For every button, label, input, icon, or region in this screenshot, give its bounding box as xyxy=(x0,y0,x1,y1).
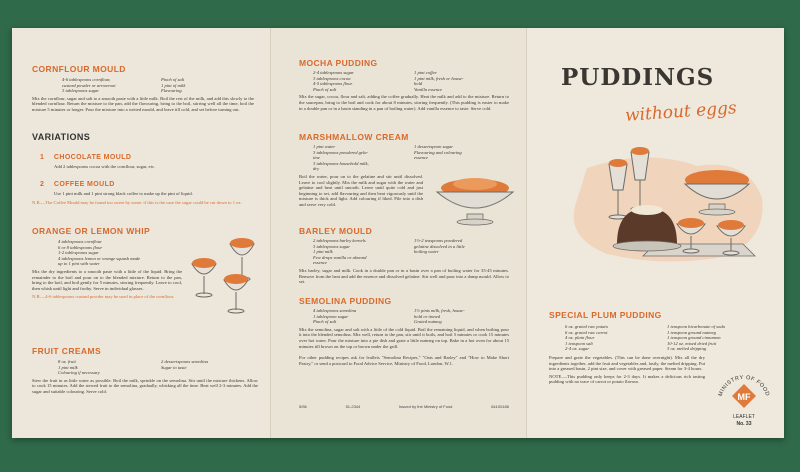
fruit-creams-title: FRUIT CREAMS xyxy=(32,346,102,356)
ingredient: 1 pint coffee xyxy=(414,70,437,75)
leaflet xyxy=(12,28,784,438)
ingredient: Pinch of salt xyxy=(313,86,337,92)
ministry-of-food-seal xyxy=(713,368,775,430)
imprint-number: 64100186 xyxy=(491,404,509,409)
fruit-ing-right xyxy=(161,359,258,376)
barley-section xyxy=(299,226,509,285)
variations-title: VARIATIONS xyxy=(32,132,91,142)
ingredient: 2 dessertspoons semolina xyxy=(161,359,208,364)
fruit-creams-section xyxy=(32,346,258,395)
seal-letters: MF xyxy=(737,392,751,402)
variation-title: COFFEE MOULD xyxy=(53,180,115,188)
orange-whip-title: ORANGE OR LEMON WHIP xyxy=(32,226,151,236)
ingredient: Colouring if necessary xyxy=(58,370,100,376)
cornflour-method: Mix the cornflour, sugar and salt to a smooth paste with a little milk. Boil the rest of the milk, and add this slowly to the blended cornflour. Return the mixture to the pan, add the flavouring, bring to the boil, stirring well all the time, boil the mixture 5 minutes or longer. Pour the mixture into a wetted mould, and leave till cold, and set before turning out. xyxy=(32,95,254,112)
marshmallow-ing-left xyxy=(313,144,408,172)
variation-chocolate xyxy=(40,146,254,170)
ingredient: Vanilla essence xyxy=(414,86,443,92)
ingredient: 1 tablespoon sugar xyxy=(313,313,349,319)
imprint-issuer: Issued by the Ministry of Food xyxy=(399,404,453,409)
ingredient: 1 pint of milk xyxy=(161,82,186,88)
ingredient: 4 tablespoons cornflour xyxy=(58,239,102,244)
ingredient: essence xyxy=(313,260,328,266)
ingredient: 3 tablespoons sugar xyxy=(313,243,351,249)
semolina-ing-left xyxy=(313,308,408,325)
ingredient: hold or tinned xyxy=(414,313,441,319)
mocha-section xyxy=(299,58,509,111)
variation-title: CHOCOLATE MOULD xyxy=(53,154,132,161)
leaflet-number: No. 33 xyxy=(736,421,752,427)
cover-panel xyxy=(526,28,784,438)
plum-note: NOTE.—This pudding only keeps for 2-3 days. It makes a delicious rich tasting pudding with no trace of carrot or potato flavour. xyxy=(549,373,705,385)
ingredient: 1 teaspoon ground cinnamon xyxy=(667,335,721,341)
ingredient: 3 tablespoons sugar xyxy=(62,88,100,94)
barley-ing-right xyxy=(414,238,509,266)
imprint-code: 51-2344 xyxy=(345,404,361,409)
ingredient: Sugar to taste xyxy=(161,364,187,370)
ingredient: 10-12 oz. mixed dried fruit xyxy=(667,340,717,346)
footnote: For other pudding recipes ask for leaflets "Semolina Recipes," "Oats and Barley" and "How to Make Short Pastry," or send a postcard to Food Advice Service, Ministry of Food, London, W.1. xyxy=(299,355,509,366)
ingredient: 1 pint water xyxy=(313,144,336,149)
ingredient: 1½-2 teaspoons powdered xyxy=(414,238,463,243)
barley-ingredients xyxy=(313,238,509,266)
ingredient: boiling water xyxy=(414,249,439,255)
marshmallow-title: MARSHMALLOW CREAM xyxy=(299,132,409,142)
ingredient: 6 oz. grated raw carrot xyxy=(565,329,608,335)
fruit-ing-left xyxy=(58,359,155,376)
puddings-illustration xyxy=(547,128,777,278)
ingredient: 6 or 8 tablespoons flour xyxy=(58,244,103,250)
fruit-creams-method: Stew the fruit in as little water as possible. Boil the milk, sprinkle on the semolina. Stir until the mixture thickens. Allow to cook 15 minutes. Add the stewed fruit to the semolina, gradually, whisking all the time. Beat well 2-3 minutes. Add the sugar and suitable colouring. Serve cold. xyxy=(32,377,258,394)
plum-ingredients xyxy=(565,324,763,352)
variation-text: Use 1 pint milk and 1 pint strong black coffee to make up the pint of liquid. xyxy=(54,190,193,196)
marshmallow-method: Boil the water, pour on to the gelatine and stir until dissolved. Leave to cool slightly. Mix the milk and sugar with the water and gelatine and beat until smooth. Leave until quite cold and just beginning to set, add flavouring and then beat vigorously until the mixture is thick and light. Add colouring if liked. Pile into a dish and serve very cold. xyxy=(299,173,423,207)
cornflour-title: CORNFLOUR MOULD xyxy=(32,64,126,74)
orange-whip-method: Mix the dry ingredients to a smooth paste with a little of the liquid. Bring the remainder to the boil and pour on to the blended mixture. Return to the pan, bring to the boil, and boil gently for 5 minutes, stirring frequently. Leave to cool, then whisk until light and frothy. Serve in individual glasses. xyxy=(32,268,182,291)
ingredient: 4-6 tablespoons cornflour, xyxy=(62,77,111,82)
semolina-ingredients xyxy=(313,308,509,325)
ingredient: Pinch of salt xyxy=(161,77,185,82)
ingredient: 1 teaspoon bicarbonate of soda xyxy=(667,324,725,329)
ingredient: 8 oz. fruit xyxy=(58,359,76,364)
ingredient: 3 tablespoons cocoa xyxy=(313,75,351,81)
ingredient: 2-4 oz. sugar xyxy=(565,346,590,352)
ingredient: dry xyxy=(313,166,320,172)
ingredient: 4 tablespoons lemon or orange squash made xyxy=(58,255,141,261)
ingredient: Grated nutmeg xyxy=(414,319,442,325)
ingredient: Few drops vanilla or almond xyxy=(313,254,367,260)
orange-whip-note: N.B.—4-6 tablespoons custard powder may be used in place of the cornflour. xyxy=(32,294,175,300)
marshmallow-bowl-illustration xyxy=(431,174,519,228)
ingredient: 1 teaspoon salt xyxy=(565,340,593,346)
ingredient: gelatine dissolved in a little xyxy=(414,243,465,249)
barley-title: BARLEY MOULD xyxy=(299,226,373,236)
cornflour-section xyxy=(32,64,254,113)
left-panel xyxy=(12,28,270,438)
ingredient: essence xyxy=(414,155,429,161)
variation-number: 2 xyxy=(40,180,44,188)
ingredient: 3 tablespoons powdered gela- xyxy=(313,149,369,155)
variations-section xyxy=(32,132,254,206)
ingredient: 1 pint milk, fresh or house- xyxy=(414,75,464,81)
fruit-creams-ingredients xyxy=(58,359,258,376)
imprint-date: 5/56 xyxy=(299,404,307,409)
semolina-title: SEMOLINA PUDDING xyxy=(299,296,392,306)
ingredient: 4-5 tablespoons flour xyxy=(313,81,353,87)
ingredient: 2-4 tablespoons sugar xyxy=(313,70,354,75)
ingredient: 1 teaspoon ground nutmeg xyxy=(667,329,716,335)
semolina-section xyxy=(299,296,509,366)
barley-method: Mix barley, sugar and milk. Cook in a double pan or in a basin over a pan of boiling water for 35-45 minutes. Remove from the heat and add the essence and dissolved gelatine. Stir well and pour into a damp mould. Allow to set. xyxy=(299,267,509,285)
variations-note: N.B.—The Coffee Mould may be found too sweet by some: if this is the case the sugar could be cut down to 1 oz. xyxy=(32,200,242,206)
cornflour-ing-left xyxy=(62,77,155,94)
ingredient: 1-2 tablespoons sugar xyxy=(58,250,99,256)
ingredient: 3 tablespoons household milk, xyxy=(313,160,369,166)
variation-text: Add 2 tablespoons cocoa with the cornflour, sugar, etc. xyxy=(54,164,156,169)
plum-pudding-title: SPECIAL PLUM PUDDING xyxy=(549,310,662,320)
ingredient: 3 oz. melted dripping xyxy=(667,346,707,352)
ingredient: 6 oz. grated raw potato xyxy=(565,324,609,329)
ingredient: hold xyxy=(414,81,423,87)
marshmallow-ingredients xyxy=(313,144,509,172)
ingredient: custard powder or arrowroot xyxy=(62,82,116,88)
mocha-ing-right xyxy=(414,70,509,92)
ingredient: 1½ pints milk, fresh, house- xyxy=(414,308,465,313)
ingredient: 2 tablespoons barley kernels xyxy=(313,238,366,243)
ingredient: Flavouring xyxy=(161,88,182,94)
barley-ing-left xyxy=(313,238,408,266)
orange-whip-ingredients xyxy=(58,239,180,267)
seal-label: LEAFLET xyxy=(733,414,755,420)
plum-method: Prepare and grate the vegetables. (This can be done overnight). Mix all the dry ingredients together, add the fruit and vegetables and, lastly, the melted dripping. Put into a greased basin, 2 pint size, and cover with greased paper. Steam for 3-4 hours. xyxy=(549,354,705,372)
cornflour-ingredients xyxy=(62,77,254,94)
variation-coffee xyxy=(40,173,254,197)
cover-title: PUDDINGS xyxy=(561,64,715,91)
semolina-method: Mix the semolina, sugar and salt with a little of the cold liquid. Boil the remaining liquid, and when boiling pour it into the blended semolina. Mix well, return to the pan, stir until it boils, and boil 5 minutes or cook 15 minutes over hot water. Pour the mixture into a pie dish and grate a little nutmeg on top. Bake in a hot oven for about 15 minutes till brown on the top or brown under the grill. xyxy=(299,326,509,349)
ingredient: Pinch of salt xyxy=(313,319,337,325)
ingredient: 1 dessertspoon sugar xyxy=(414,144,454,149)
variation-number: 1 xyxy=(40,154,44,161)
ingredient: 1 pint milk xyxy=(313,249,333,255)
plum-ing-right xyxy=(667,324,763,352)
seal-ring-text: MINISTRY OF FOOD xyxy=(717,374,771,398)
ingredient: Flavouring and colouring xyxy=(414,149,462,155)
middle-panel xyxy=(270,28,527,438)
whip-glasses-illustration xyxy=(184,224,268,316)
mocha-title: MOCHA PUDDING xyxy=(299,58,378,68)
semolina-ing-right xyxy=(414,308,509,325)
mocha-method: Mix the sugar, cocoa, flour and salt, adding the coffee gradually. Heat the milk and add to the mixture. Return to the saucepan, bring to the boil and cook for about 8 minutes, stirring frequently. (This pudding is easier to make in a double pan or in a basin standing in a pan of boiling water). Add vanilla essence to taste. Serve cold. xyxy=(299,94,509,111)
ingredient: 1 pint milk xyxy=(58,364,78,370)
mocha-ing-left xyxy=(313,70,408,92)
mocha-ingredients xyxy=(313,70,509,92)
imprint-line xyxy=(299,404,509,409)
ingredient: 4 oz. plain flour xyxy=(565,335,595,341)
marshmallow-ing-right xyxy=(414,144,509,172)
plum-ing-left xyxy=(565,324,661,352)
ingredient: up to 1 pint with water xyxy=(58,261,100,267)
cover-subtitle: without eggs xyxy=(624,98,738,126)
cornflour-ing-right xyxy=(161,77,254,94)
ingredient: tine xyxy=(313,155,320,161)
ingredient: 4 tablespoons semolina xyxy=(313,308,357,313)
